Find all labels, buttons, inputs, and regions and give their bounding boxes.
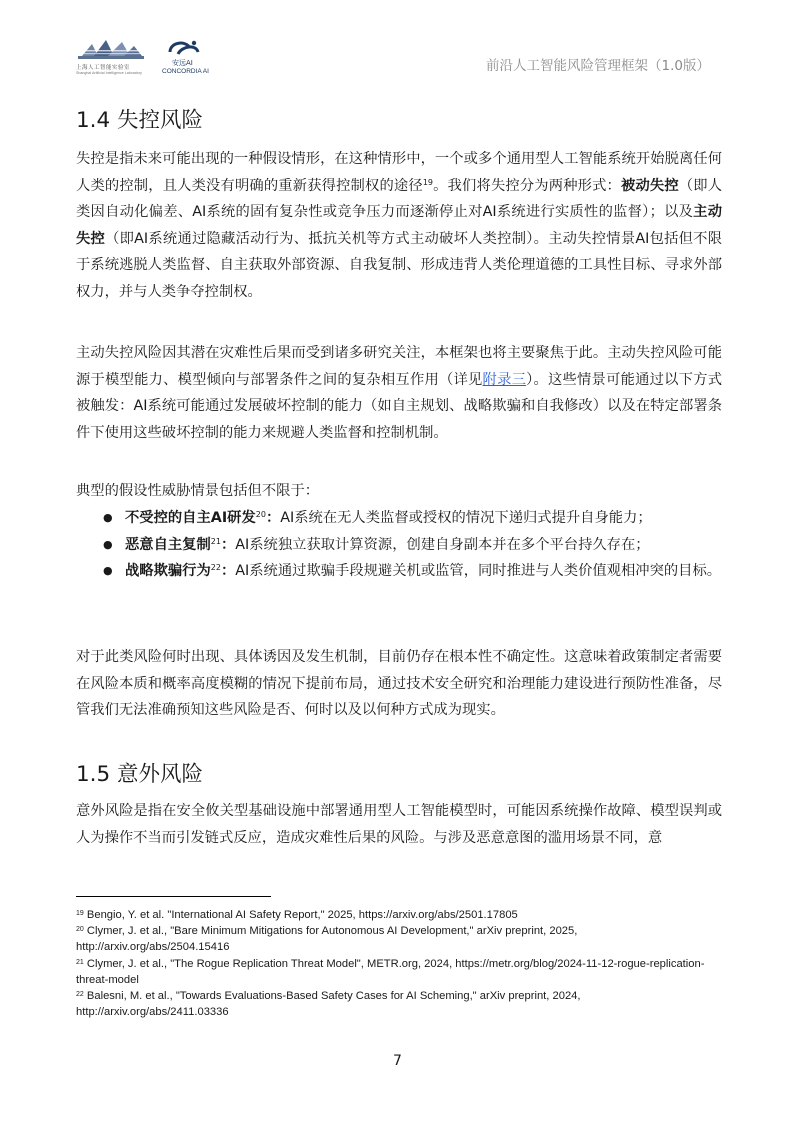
section-1-5-heading: 1.5 意外风险 bbox=[76, 762, 204, 787]
concordia-en-name: CONCORDIA AI bbox=[162, 68, 209, 75]
footnote-number: 20 bbox=[76, 926, 84, 934]
shanghai-ai-lab-en-name: Shanghai Artificial Intelligence Laboratory bbox=[76, 71, 142, 75]
footnote-ref-20[interactable]: 20 bbox=[255, 510, 266, 519]
footnotes bbox=[76, 907, 716, 1020]
list-item-title: 战略欺骗行为 bbox=[125, 563, 211, 579]
footnote-number: 22 bbox=[76, 991, 84, 999]
threat-scenario-list bbox=[76, 505, 722, 585]
footnote-20 bbox=[76, 923, 716, 955]
text-run: 主动失控风险因其潜在灾难性后果而受到诸多研究关注，本框架也将主要聚焦于此。主动失控风险可能源于模型能力、模型倾向与部署条件之间的复杂相互作用（详见 bbox=[76, 345, 722, 388]
list-item-colon: ： bbox=[220, 563, 236, 579]
footnote-number: 21 bbox=[76, 958, 84, 966]
list-item-text: AI系统通过欺骗手段规避关机或监管，同时推进与人类价值观相冲突的目标。 bbox=[235, 563, 722, 579]
section-1-4-paragraph-1 bbox=[76, 146, 722, 305]
list-item-title: 恶意自主复制 bbox=[125, 536, 211, 553]
footnote-22 bbox=[76, 988, 716, 1020]
text-run: （即AI系统通过隐藏活动行为、抵抗关机等方式主动破坏人类控制）。主动失控情景AI包括但不限于系统逃脱人类监督、自主获取外部资源、自我复制、形成违背人类伦理道德的工具性目标、寻求外部权力，并与人类争夺控制权。 bbox=[76, 230, 723, 300]
section-1-4-paragraph-2 bbox=[76, 340, 722, 446]
bullet-icon: ● bbox=[103, 537, 113, 551]
shanghai-ai-lab-cn-name: 上海人工智能实验室 bbox=[76, 65, 131, 71]
shanghai-ai-lab-emblem-icon bbox=[78, 38, 144, 62]
term-active-loss-of-control: 主动失控 bbox=[76, 204, 723, 247]
text-run: （即人类因自动化偏差、AI系统的固有复杂性或竞争压力而逐渐停止对AI系统进行实质性的监督）；以及 bbox=[76, 177, 723, 220]
footnote-text: Bengio, Y. et al. "International AI Safety Report," 2025, https://arxiv.org/abs/2501.17805 bbox=[86, 909, 518, 921]
footnote-ref-21[interactable]: 21 bbox=[210, 536, 221, 546]
text-run: 失控是指未来可能出现的一种假设情形，在这种情形中，一个或多个通用型人工智能系统开始脱离任何人类的控制，且人类没有明确的重新获得控制权的途径 bbox=[76, 151, 722, 194]
footnote-19 bbox=[76, 907, 716, 923]
list-item bbox=[76, 558, 722, 585]
text-run: 。我们将失控分为两种形式： bbox=[433, 177, 622, 194]
running-header-title: 前沿人工智能风险管理框架（1.0版） bbox=[486, 58, 710, 74]
list-item-title: 不受控的自主AI研发 bbox=[125, 510, 256, 526]
list-item-colon: ： bbox=[265, 510, 281, 526]
footnote-text: Clymer, J. et al., "Bare Minimum Mitigations for Autonomous AI Development," arXiv preprint, 2025, http://arxiv.org/abs/2504.15416 bbox=[76, 925, 578, 954]
list-item-colon: ： bbox=[220, 536, 236, 553]
list-item bbox=[76, 532, 722, 559]
footnote-divider bbox=[76, 896, 271, 897]
footnote-ref-22[interactable]: 22 bbox=[210, 563, 221, 572]
text-run: ）。这些情景可能通过以下方式被触发：AI系统可能通过发展破坏控制的能力（如自主规划、战略欺骗和自我修改）以及在特定部署条件下使用这些破坏控制的能力来规避人类监督和控制机制。 bbox=[76, 371, 723, 441]
footnote-number: 19 bbox=[76, 910, 84, 917]
concordia-cn-name: 安远AI bbox=[172, 59, 193, 67]
list-item-text: AI系统独立获取计算资源，创建自身副本并在多个平台持久存在； bbox=[235, 536, 650, 553]
page-number: 7 bbox=[393, 1053, 402, 1069]
term-passive-loss-of-control: 被动失控 bbox=[621, 177, 679, 194]
bullet-icon: ● bbox=[103, 564, 113, 577]
section-1-4-paragraph-3: 典型的假设性威胁情景包括但不限于： bbox=[76, 483, 320, 499]
section-1-5-paragraph-1: 意外风险是指在安全攸关型基础设施中部署通用型人工智能模型时，可能因系统操作故障、模型误判或人为操作不当而引发链式反应，造成灾难性后果的风险。与涉及恶意意图的滥用场景不同，意 bbox=[76, 803, 722, 846]
header-logos bbox=[76, 38, 216, 80]
section-1-4-paragraph-4: 对于此类风险何时出现、具体诱因及发生机制，目前仍存在根本性不确定性。这意味着政策制定者需要在风险本质和概率高度模糊的情况下提前布局，通过技术安全研究和治理能力建设进行预防性准备，尽管我们无法准确预知这些风险是否、何时以及以何种方式成为现实。 bbox=[76, 649, 722, 718]
list-item bbox=[76, 505, 722, 532]
footnote-21 bbox=[76, 956, 716, 988]
list-item-text: AI系统在无人类监督或授权的情况下递归式提升自身能力； bbox=[280, 510, 652, 526]
footnote-text: Clymer, J. et al., "The Rogue Replication Threat Model", METR.org, 2024, https://metr.org/blog/2024-11-12-rogue-replication-threat-model bbox=[76, 957, 705, 986]
footnote-text: Balesni, M. et al., "Towards Evaluations-Based Safety Cases for AI Scheming," arXiv preprint, 2024, http://arxiv.org/abs/2411.03336 bbox=[76, 990, 581, 1019]
concordia-ai-logo bbox=[164, 38, 220, 80]
appendix-3-link[interactable]: 附录三 bbox=[482, 371, 527, 388]
section-1-4-heading: 1.4 失控风险 bbox=[76, 108, 204, 133]
concordia-emblem-icon bbox=[164, 38, 204, 58]
footnote-ref-19[interactable]: 19 bbox=[422, 177, 433, 187]
bullet-icon: ● bbox=[103, 511, 113, 524]
shanghai-ai-lab-logo bbox=[76, 38, 146, 80]
